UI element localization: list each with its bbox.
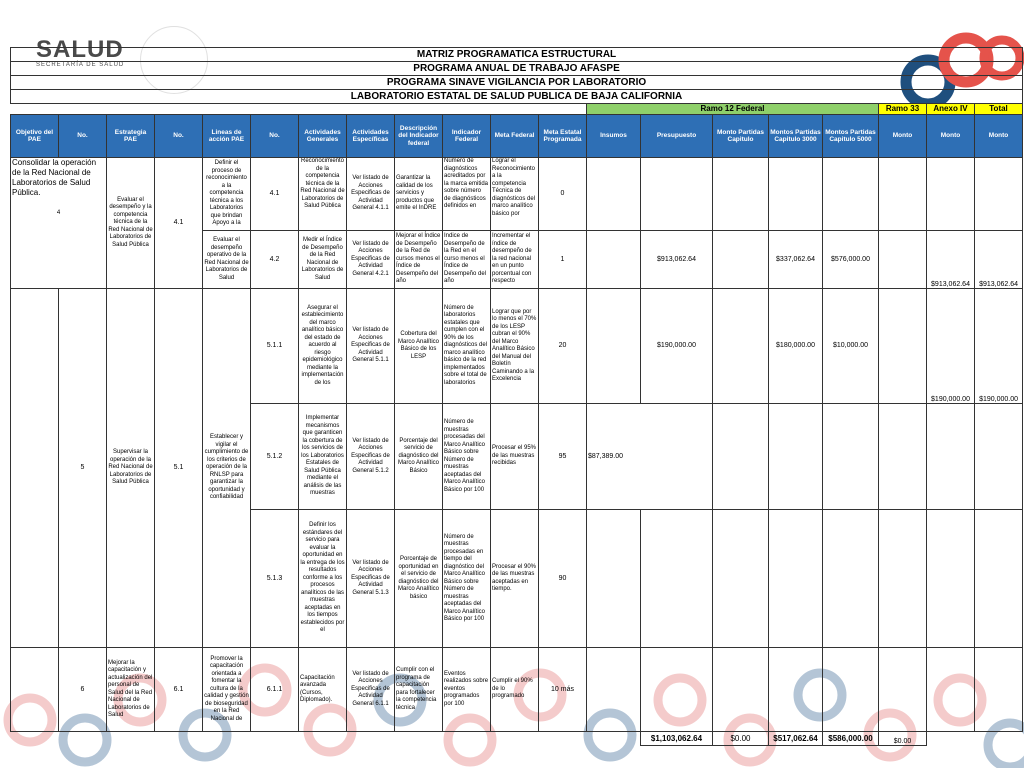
objective-cell	[11, 158, 107, 289]
col-descripcion: Descripción del Indicador federal	[395, 115, 443, 158]
presupuesto: $87,389.00	[587, 404, 713, 510]
meta-federal: Lograr el Reconocimiento a la competencia Técnica de diagnósticos del marco analítico básico por	[491, 158, 539, 231]
line-no: 4.2	[251, 231, 299, 289]
col-no: No.	[251, 115, 299, 158]
anexo-monto	[927, 648, 975, 732]
indicator-description: Porcentaje de oportunidad en el servicio de diagnóstico del Marco Analítico básico	[395, 510, 443, 648]
meta-federal: Procesar el 95% de las muestras recibidas	[491, 404, 539, 510]
ramo12-header: Ramo 12 Federal	[587, 104, 879, 115]
objective-no: 5	[59, 289, 107, 648]
col-presupuesto: Presupuesto	[641, 115, 713, 158]
col-actividades: Actividades Generales	[299, 115, 347, 158]
col-objetivo: Objetivo del PAE	[11, 115, 59, 158]
total-monto	[975, 404, 1023, 510]
partida-5000	[823, 510, 879, 648]
meta-estatal: 10 más	[539, 648, 587, 732]
total-monto: $190,000.00	[975, 289, 1023, 404]
totals-row	[11, 732, 1023, 746]
matrix-table	[10, 47, 1023, 746]
presupuesto	[641, 648, 713, 732]
line-no: 6.1.1	[251, 648, 299, 732]
partida-5000	[823, 648, 879, 732]
col-indicador: Indicador Federal	[443, 115, 491, 158]
line-no: 5.1.2	[251, 404, 299, 510]
presupuesto: $190,000.00	[641, 289, 713, 404]
col-monto: Monto	[879, 115, 927, 158]
logo-text: SALUD	[36, 36, 124, 63]
indicator-description: Cumplir con el programa de capacitación para fortalecer la competencia técnica	[395, 648, 443, 732]
anexo-monto: $190,000.00	[927, 289, 975, 404]
table-row	[11, 158, 1023, 231]
indicator-federal: Número de muestras procesadas en tiempo del diagnóstico del Marco Analítico Básico sobre Número de muestras aceptadas del Marco Analítico Básico por 100	[443, 510, 491, 648]
col-no: No.	[155, 115, 203, 158]
total-5000: $586,000.00	[823, 732, 879, 746]
line-text: Definir el proceso de reconocimiento a la competencia técnica a los Laboratorios que brindan Apoyo a la	[203, 158, 251, 231]
objective-text: Consolidar la operación de la Red Nacional de Laboratorios de Salud Pública.	[12, 158, 97, 197]
col-no: No.	[59, 115, 107, 158]
strategy-no: 4.1	[155, 158, 203, 289]
strategy-text: Mejorar la capacitación y actualización del personal de Salud del la Red Nacional de Laboratorios de Salud	[107, 648, 155, 732]
indicator-federal: Indice de Desempeño de la Red en el curso menos el Índice de Desempeño del año	[443, 231, 491, 289]
total-ramo33: $0.00	[879, 732, 927, 746]
total-monto	[975, 648, 1023, 732]
meta-federal: Procesar el 90% de las muestras aceptadas en tiempo.	[491, 510, 539, 648]
col-especificas: Actividades Específicas	[347, 115, 395, 158]
table-row	[11, 289, 1023, 404]
activity-specific: Ver listado de Acciones Especificas de Actividad General 5.1.2	[347, 404, 395, 510]
line-text: Evaluar el desempeño operativo de la Red Nacional de Laboratorios de Salud	[203, 231, 251, 289]
activity-general: Implementar mecanismos que garanticen la cobertura de los servicios de los Laboratorios Estatales de Salud Pública mediante el análisis de las muestras	[299, 404, 347, 510]
meta-estatal: 20	[539, 289, 587, 404]
logo-subtitle: SECRETARÍA DE SALUD	[36, 62, 125, 68]
activity-specific: Ver listado de Acciones Especificas de Actividad General 6.1.1	[347, 648, 395, 732]
line-no: 5.1.3	[251, 510, 299, 648]
line-text: Promover la capacitación orientada a fomentar la cultura de la calidad y gestión de bioseguridad en la Red Nacional de	[203, 648, 251, 732]
activity-specific: Ver listado de Acciones Especificas de Actividad General 5.1.3	[347, 510, 395, 648]
activity-specific: Ver listado de Acciones Especificas de Actividad General 4.2.1	[347, 231, 395, 289]
partida-5000: $576,000.00	[823, 231, 879, 289]
partida-3000	[769, 648, 823, 732]
total-monto-partidas: $0.00	[713, 732, 769, 746]
strategy-no: 5.1	[155, 289, 203, 648]
partida-5000: $10,000.00	[823, 289, 879, 404]
total-3000: $517,062.64	[769, 732, 823, 746]
meta-estatal: 0	[539, 158, 587, 231]
strategy-text: Supervisar la operación de la Red Nacional de Laboratorios de Salud Pública	[107, 289, 155, 648]
anexo-monto	[927, 510, 975, 648]
line-no: 4.1	[251, 158, 299, 231]
partida-3000	[769, 158, 823, 231]
activity-general: Medir el Índice de Desempeño de la Red Nacional de Laboratorios de Salud	[299, 231, 347, 289]
col-insumos: Insumos	[587, 115, 641, 158]
col-meta-federal: Meta Federal	[491, 115, 539, 158]
indicator-federal: Número de muestras procesadas del Marco Analítico Básico sobre Número de muestras aceptadas del Marco Analítico Básico por 100	[443, 404, 491, 510]
indicator-federal: Número de diagnósticos acreditados por la marca emitida sobre número de diagnósticos definidos en	[443, 158, 491, 231]
meta-federal: Lograr que por lo menos el 70% de los LESP cubran el 90% del Marco Analítico Básico del Manual del Boletín Caminando a la Excelencia	[491, 289, 539, 404]
meta-federal: Incrementar el índice de desempeño de la red nacional en un punto porcentual con respecto	[491, 231, 539, 289]
presupuesto	[641, 510, 713, 648]
title-3: PROGRAMA SINAVE VIGILANCIA POR LABORATORIO	[11, 76, 1023, 90]
partida-3000: $337,062.64	[769, 231, 823, 289]
meta-estatal: 90	[539, 510, 587, 648]
table-row	[11, 648, 1023, 732]
col-montos-5000: Montos Partidas Capitulo 5000	[823, 115, 879, 158]
activity-general: Reconocimiento de la competencia técnica de la Red Nacional de Laboratorios de Salud Pública	[299, 158, 347, 231]
anexo4-header: Anexo IV	[927, 104, 975, 115]
objective-no: 4	[56, 210, 61, 216]
activity-general: Definir los estándares del servicio para evaluar la oportunidad en la entrega de los resultados conforme a los procesos analíticos de las muestras aceptadas en los tiempos establecidos por el	[299, 510, 347, 648]
col-monto: Monto	[975, 115, 1023, 158]
indicator-description: Porcentaje del servicio de diagnóstico del Marco Analítico Básico	[395, 404, 443, 510]
strategy-no: 6.1	[155, 648, 203, 732]
col-lineas: Lineas de acción PAE	[203, 115, 251, 158]
indicator-federal: Eventos realizados sobre eventos programados por 100	[443, 648, 491, 732]
title-2: PROGRAMA ANUAL DE TRABAJO AFASPE	[11, 62, 1023, 76]
indicator-description: Mejorar el Índice de Desempeño de la Red de cursos menos el Índice de Desempeño del año	[395, 231, 443, 289]
col-meta-estatal: Meta Estatal Programada	[539, 115, 587, 158]
title-1: MATRIZ PROGRAMATICA ESTRUCTURAL	[11, 48, 1023, 62]
partida-3000	[769, 404, 823, 510]
anexo-monto	[927, 404, 975, 510]
anexo-monto	[927, 158, 975, 231]
meta-federal: Cumplir el 90% de lo programado	[491, 648, 539, 732]
title-4: LABORATORIO ESTATAL DE SALUD PUBLICA DE BAJA CALIFORNIA	[11, 90, 1023, 104]
presupuesto	[641, 158, 713, 231]
meta-estatal: 1	[539, 231, 587, 289]
partida-5000	[823, 158, 879, 231]
line-text: Establecer y vigilar el cumplimiento de los criterios de operación de la RNLSP para garantizar la oportunidad y confiabilidad	[203, 289, 251, 648]
indicator-description: Cobertura del Marco Analítico Básico de los LESP	[395, 289, 443, 404]
activity-general: Capacitación avanzada (Cursos, Diplomado).	[299, 648, 347, 732]
presupuesto: $913,062.64	[641, 231, 713, 289]
total-monto	[975, 510, 1023, 648]
partida-3000	[769, 510, 823, 648]
col-montos-3000: Montos Partidas Capitulo 3000	[769, 115, 823, 158]
activity-general: Asegurar el establecimiento del marco analítico básico del estado de acuerdo al riesgo epidemiológico mediante la implementación de los	[299, 289, 347, 404]
anexo-monto: $913,062.64	[927, 231, 975, 289]
objective-no: 6	[59, 648, 107, 732]
ramo33-header: Ramo 33	[879, 104, 927, 115]
strategy-text: Evaluar el desempeño y la competencia técnica de la Red Nacional de Laboratorios de Salud Pública	[107, 158, 155, 289]
col-estrategia: Estrategia PAE	[107, 115, 155, 158]
line-no: 5.1.1	[251, 289, 299, 404]
total-presupuesto: $1,103,062.64	[641, 732, 713, 746]
activity-specific: Ver listado de Acciones Especificas de Actividad General 4.1.1	[347, 158, 395, 231]
col-monto: Monto	[927, 115, 975, 158]
indicator-description: Garantizar la calidad de los servicios y productos que emite el InDRE	[395, 158, 443, 231]
partida-3000: $180,000.00	[769, 289, 823, 404]
meta-estatal: 95	[539, 404, 587, 510]
total-header: Total	[975, 104, 1023, 115]
indicator-federal: Número de laboratorios estatales que cumplen con el 90% de los diagnósticos del marco analítico básico de la red implementados sobre el total de laboratorios	[443, 289, 491, 404]
col-monto-partidas: Monto Partidas Capitulo	[713, 115, 769, 158]
spreadsheet	[10, 47, 1016, 746]
total-monto: $913,062.64	[975, 231, 1023, 289]
partida-5000	[823, 404, 879, 510]
activity-specific: Ver listado de Acciones Especificas de Actividad General 5.1.1	[347, 289, 395, 404]
total-monto	[975, 158, 1023, 231]
